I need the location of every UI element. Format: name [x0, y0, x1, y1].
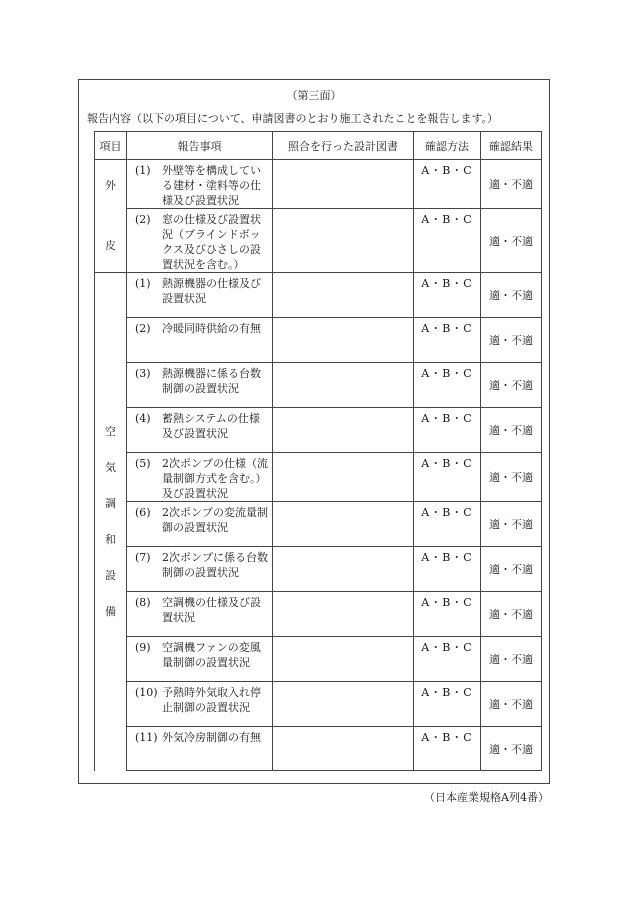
table-header-row [95, 132, 542, 160]
method-cell[interactable]: A・B・C [414, 547, 481, 592]
report-item-text: 熱源機器に係る台数制御の設置状況 [162, 367, 261, 395]
result-cell[interactable]: 適・不適 [481, 727, 542, 771]
report-item-text: 外壁等を構成している建材・塗料等の仕様及び設置状況 [162, 164, 261, 207]
group-label-char: 皮 [105, 239, 116, 252]
group-label-char: 調 [105, 496, 116, 510]
group-label-char: 気 [105, 460, 116, 474]
report-item [127, 160, 273, 209]
report-table [94, 131, 542, 771]
report-item-number: (4) [135, 412, 151, 425]
method-cell[interactable]: A・B・C [414, 273, 481, 318]
report-item-text: 2次ポンプの仕様（流量制御方式を含む。）及び設置状況 [162, 457, 268, 500]
report-item [127, 273, 273, 318]
report-item [127, 209, 273, 273]
table-row [95, 547, 542, 592]
drawing-cell[interactable] [273, 502, 414, 547]
report-item-number: (6) [135, 506, 151, 519]
report-item-number: (3) [135, 367, 151, 380]
drawing-cell[interactable] [273, 453, 414, 502]
group-label-char: 外 [105, 179, 116, 192]
method-cell[interactable]: A・B・C [414, 318, 481, 363]
table-row [95, 318, 542, 363]
result-cell[interactable]: 適・不適 [481, 637, 542, 682]
drawing-cell[interactable] [273, 547, 414, 592]
table-row [95, 209, 542, 273]
report-item-number: (7) [135, 551, 151, 564]
report-item [127, 592, 273, 637]
header-drawing: 照合を行った設計図書 [273, 132, 414, 160]
report-item [127, 637, 273, 682]
table-row [95, 682, 542, 727]
report-item-number: (1) [135, 277, 151, 290]
report-item [127, 363, 273, 408]
drawing-cell[interactable] [273, 682, 414, 727]
report-item-number: (8) [135, 596, 151, 609]
report-item-text: 2次ポンプに係る台数制御の設置状況 [162, 551, 268, 579]
table-row [95, 502, 542, 547]
report-item-number: (2) [135, 213, 151, 226]
result-cell[interactable]: 適・不適 [481, 408, 542, 453]
paper-size-note: （日本産業規格A列4番） [424, 791, 549, 804]
method-cell[interactable]: A・B・C [414, 637, 481, 682]
method-cell[interactable]: A・B・C [414, 408, 481, 453]
header-report: 報告事項 [127, 132, 273, 160]
drawing-cell[interactable] [273, 209, 414, 273]
table-row [95, 592, 542, 637]
result-cell[interactable]: 適・不適 [481, 547, 542, 592]
report-item [127, 682, 273, 727]
group-label-1 [95, 273, 127, 771]
table-row [95, 160, 542, 209]
header-item: 項目 [95, 132, 127, 160]
header-result: 確認結果 [481, 132, 542, 160]
drawing-cell[interactable] [273, 318, 414, 363]
table-row [95, 273, 542, 318]
drawing-cell[interactable] [273, 363, 414, 408]
method-cell[interactable]: A・B・C [414, 363, 481, 408]
table-row [95, 363, 542, 408]
result-cell[interactable]: 適・不適 [481, 363, 542, 408]
report-item-number: (9) [135, 641, 151, 654]
report-item-number: (2) [135, 322, 151, 335]
report-item-text: 予熱時外気取入れ停止制御の設置状況 [162, 686, 261, 714]
method-cell[interactable]: A・B・C [414, 453, 481, 502]
drawing-cell[interactable] [273, 408, 414, 453]
report-item-text: 冷暖同時供給の有無 [162, 322, 261, 335]
result-cell[interactable]: 適・不適 [481, 318, 542, 363]
report-item-text: 2次ポンプの変流量制御の設置状況 [162, 506, 268, 534]
result-cell[interactable]: 適・不適 [481, 453, 542, 502]
method-cell[interactable]: A・B・C [414, 160, 481, 209]
face-title: （第三面） [286, 89, 342, 102]
result-cell[interactable]: 適・不適 [481, 209, 542, 273]
group-label-char: 備 [105, 604, 116, 618]
result-cell[interactable]: 適・不適 [481, 273, 542, 318]
result-cell[interactable]: 適・不適 [481, 502, 542, 547]
report-item-number: (5) [135, 457, 151, 470]
report-item-text: 蓄熱システムの仕様及び設置状況 [162, 412, 260, 440]
method-cell[interactable]: A・B・C [414, 682, 481, 727]
header-method: 確認方法 [414, 132, 481, 160]
method-cell[interactable]: A・B・C [414, 592, 481, 637]
result-cell[interactable]: 適・不適 [481, 160, 542, 209]
report-item [127, 502, 273, 547]
report-item-number: (1) [135, 164, 151, 177]
group-label-char: 空 [105, 424, 116, 438]
report-item-text: 熱源機器の仕様及び設置状況 [162, 277, 261, 305]
report-item-text: 空調機ファンの変風量制御の設置状況 [162, 641, 261, 669]
report-item-text: 空調機の仕様及び設置状況 [162, 596, 261, 624]
table-row [95, 453, 542, 502]
drawing-cell[interactable] [273, 273, 414, 318]
drawing-cell[interactable] [273, 160, 414, 209]
table-row [95, 408, 542, 453]
drawing-cell[interactable] [273, 727, 414, 771]
report-table-body [95, 160, 542, 771]
report-form-frame [78, 79, 550, 784]
report-item [127, 408, 273, 453]
intro-text: 報告内容（以下の項目について、申請図書のとおり施工されたことを報告します。） [87, 112, 499, 125]
report-item [127, 727, 273, 771]
drawing-cell[interactable] [273, 637, 414, 682]
method-cell[interactable]: A・B・C [414, 502, 481, 547]
result-cell[interactable]: 適・不適 [481, 592, 542, 637]
group-label-char: 設 [105, 568, 116, 582]
method-cell[interactable]: A・B・C [414, 209, 481, 273]
result-cell[interactable]: 適・不適 [481, 682, 542, 727]
table-row [95, 727, 542, 771]
report-item-text: 窓の仕様及び設置状況（ブラインドボックス及びひさしの設置状況を含む。） [162, 213, 261, 271]
group-label-0 [95, 160, 127, 273]
method-cell[interactable]: A・B・C [414, 727, 481, 771]
report-item-number: (10) [135, 686, 158, 699]
report-item-text: 外気冷房制御の有無 [162, 731, 261, 744]
group-label-char: 和 [105, 532, 116, 546]
report-item [127, 453, 273, 502]
drawing-cell[interactable] [273, 592, 414, 637]
table-row [95, 637, 542, 682]
report-item [127, 547, 273, 592]
report-item-number: (11) [135, 731, 158, 744]
report-item [127, 318, 273, 363]
